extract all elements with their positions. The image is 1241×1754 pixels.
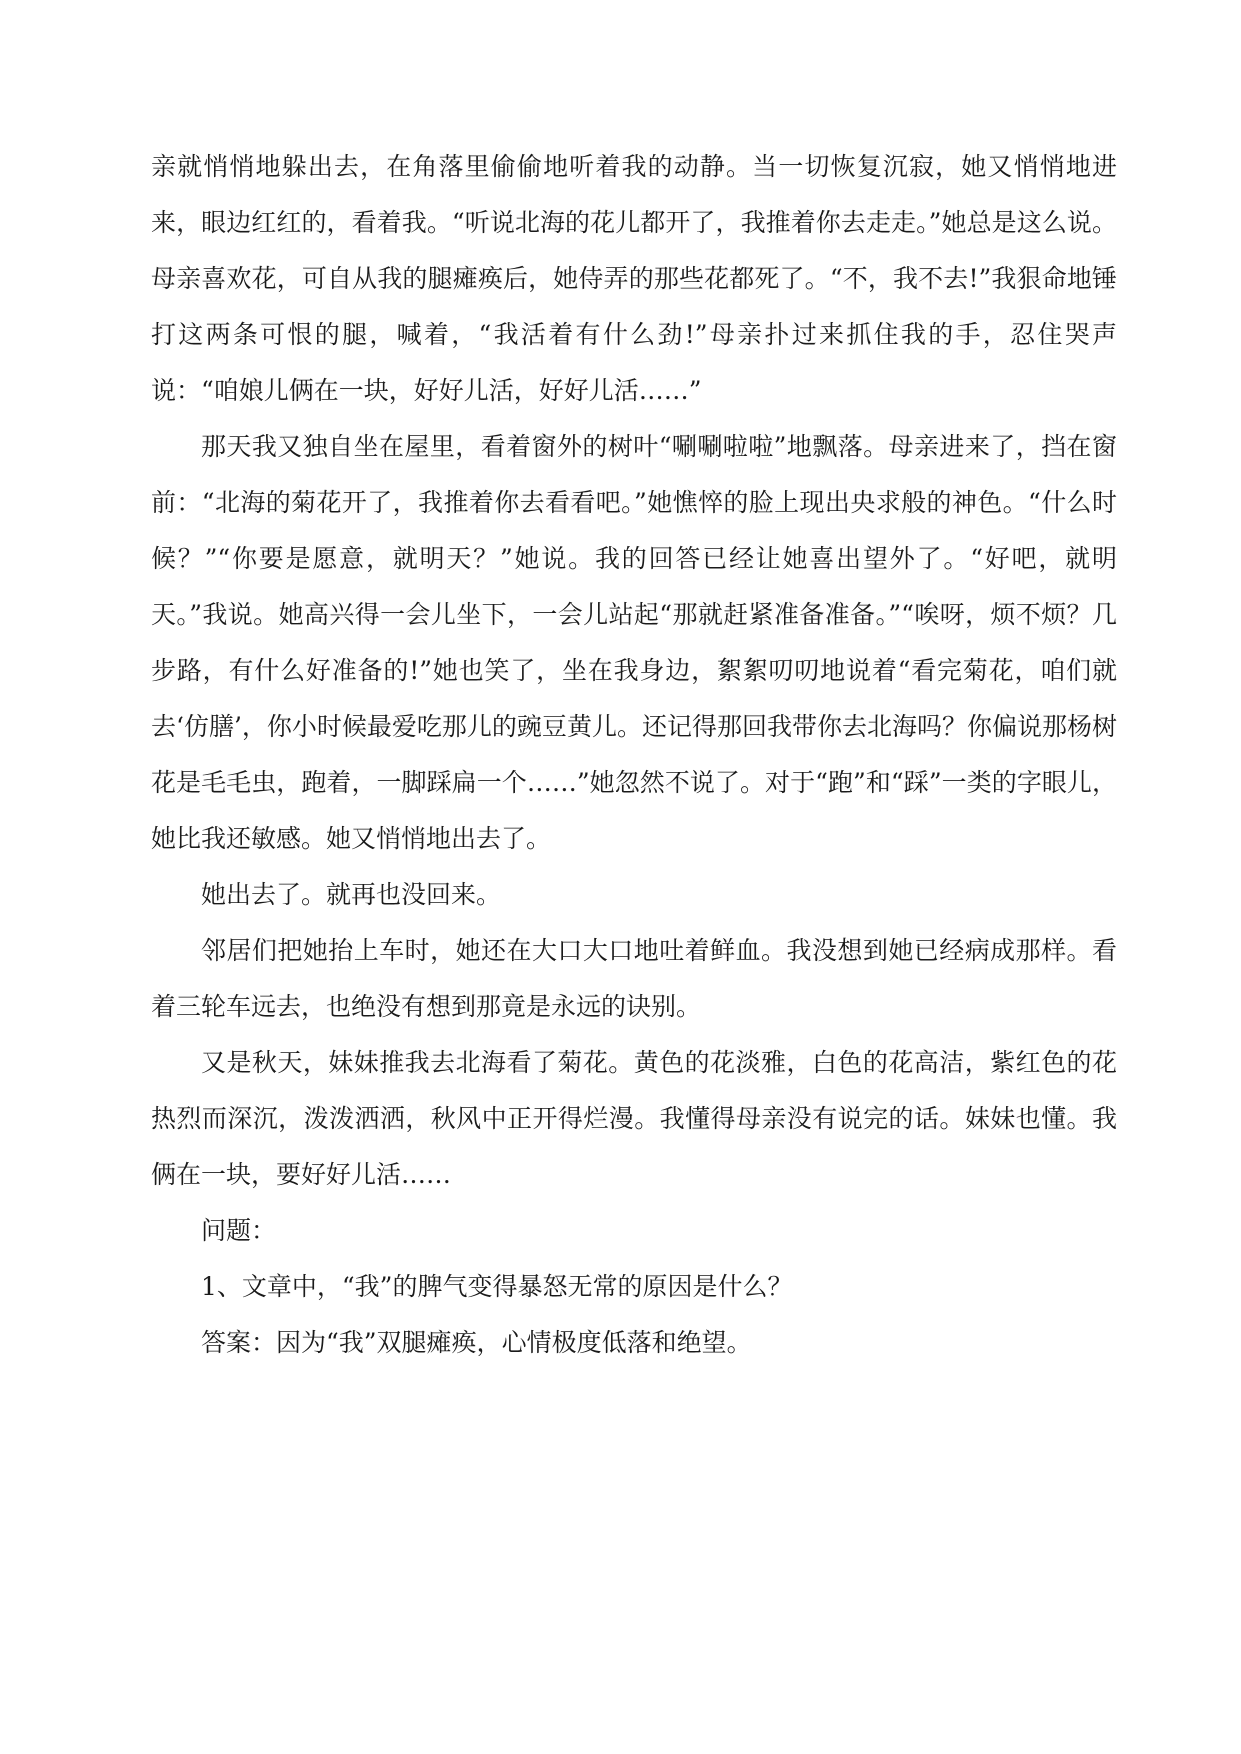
paragraph-final-farewell: 邻居们把她抬上车时，她还在大口大口地吐着鲜血。我没想到她已经病成那样。看着三轮车远去，也绝没有想到那竟是永远的诀别。 — [151, 936, 1117, 1021]
answer-1: 答案：因为“我”双腿瘫痪，心情极度低落和绝望。 — [201, 1328, 752, 1357]
document-body — [151, 139, 1117, 1371]
paragraph-autumn-again: 又是秋天，妹妹推我去北海看了菊花。黄色的花淡雅，白色的花高洁，紫红色的花热烈而深沉，泼泼洒洒，秋风中正开得烂漫。我懂得母亲没有说完的话。妹妹也懂。我俩在一块，要好好儿活…… — [151, 1048, 1117, 1189]
paragraph-never-returned: 她出去了。就再也没回来。 — [201, 880, 502, 909]
question-1: 1、文章中，“我”的脾气变得暴怒无常的原因是什么？ — [201, 1272, 793, 1301]
questions-heading: 问题： — [201, 1216, 277, 1245]
paragraph-mother-hides: 亲就悄悄地躲出去，在角落里偷偷地听着我的动静。当一切恢复沉寂，她又悄悄地进来，眼边红红的，看着我。“听说北海的花儿都开了，我推着你去走走。”她总是这么说。母亲喜欢花，可自从我的腿瘫痪后，她侍弄的那些花都死了。“不，我不去!”我狠命地锤打这两条可恨的腿，喊着，“我活着有什么劲!”母亲扑过来抓住我的手，忍住哭声说：“咱娘儿俩在一块，好好儿活，好好儿活……” — [151, 152, 1117, 405]
paragraph-chrysanthemum-invitation: 那天我又独自坐在屋里，看着窗外的树叶“唰唰啦啦”地飘落。母亲进来了，挡在窗前：“北海的菊花开了，我推着你去看看吧。”她憔悴的脸上现出央求般的神色。“什么时候？”“你要是愿意，就明天？”她说。我的回答已经让她喜出望外了。“好吧，就明天。”我说。她高兴得一会儿坐下，一会儿站起“那就赶紧准备准备。”“唉呀，烦不烦？几步路，有什么好准备的!”她也笑了，坐在我身边，絮絮叨叨地说着“看完菊花，咱们就去‘仿膳’，你小时候最爱吃那儿的豌豆黄儿。还记得那回我带你去北海吗？你偏说那杨树花是毛毛虫，跑着，一脚踩扁一个……”她忽然不说了。对于“跑”和“踩”一类的字眼儿，她比我还敏感。她又悄悄地出去了。 — [151, 432, 1117, 853]
